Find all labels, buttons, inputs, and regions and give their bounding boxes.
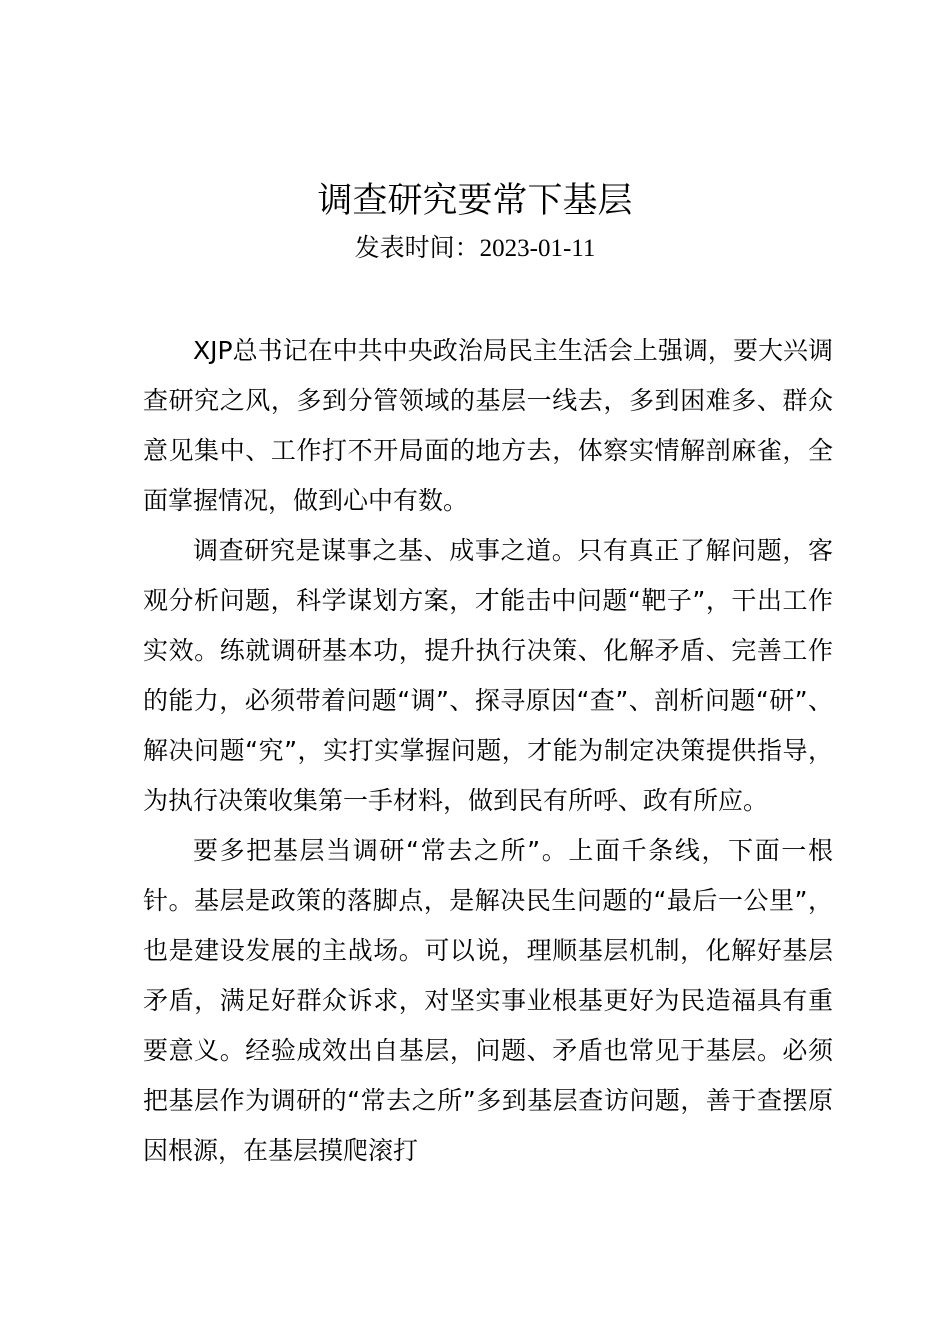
publish-date-line <box>0 228 950 269</box>
paragraph: 调查研究是谋事之基、成事之道。只有真正了解问题，客观分析问题，科学谋划方案，才能击中问题“靶子”，干出工作实效。练就调研基本功，提升执行决策、化解矛盾、完善工作的能力，必须带着问题“调”、探寻原因“查”、剖析问题“研”、解决问题“究”，实打实掌握问题，才能为制定决策提供指导，为执行决策收集第一手材料，做到民有所呼、政有所应。 <box>143 536 833 815</box>
document-title: 调查研究要常下基层 <box>317 181 633 221</box>
article-body <box>143 326 833 1176</box>
publish-date-value: 2023-01-11 <box>479 235 596 262</box>
publish-date-label: 发表时间： <box>354 233 480 262</box>
paragraph: 要多把基层当调研“常去之所”。上面千条线，下面一根针。基层是政策的落脚点，是解决民生问题的“最后一公里”，也是建设发展的主战场。可以说，理顺基层机制，化解好基层矛盾，满足好群众诉求，对坚实事业根基更好为民造福具有重要意义。经验成效出自基层，问题、矛盾也常见于基层。必须把基层作为调研的“常去之所”多到基层查访问题，善于查摆原因根源，在基层摸爬滚打 <box>143 836 833 1165</box>
paragraph: XJP总书记在中共中央政治局民主生活会上强调，要大兴调查研究之风，多到分管领域的基层一线去，多到困难多、群众意见集中、工作打不开局面的地方去，体察实情解剖麻雀，全面掌握情况，做到心中有数。 <box>143 336 833 515</box>
